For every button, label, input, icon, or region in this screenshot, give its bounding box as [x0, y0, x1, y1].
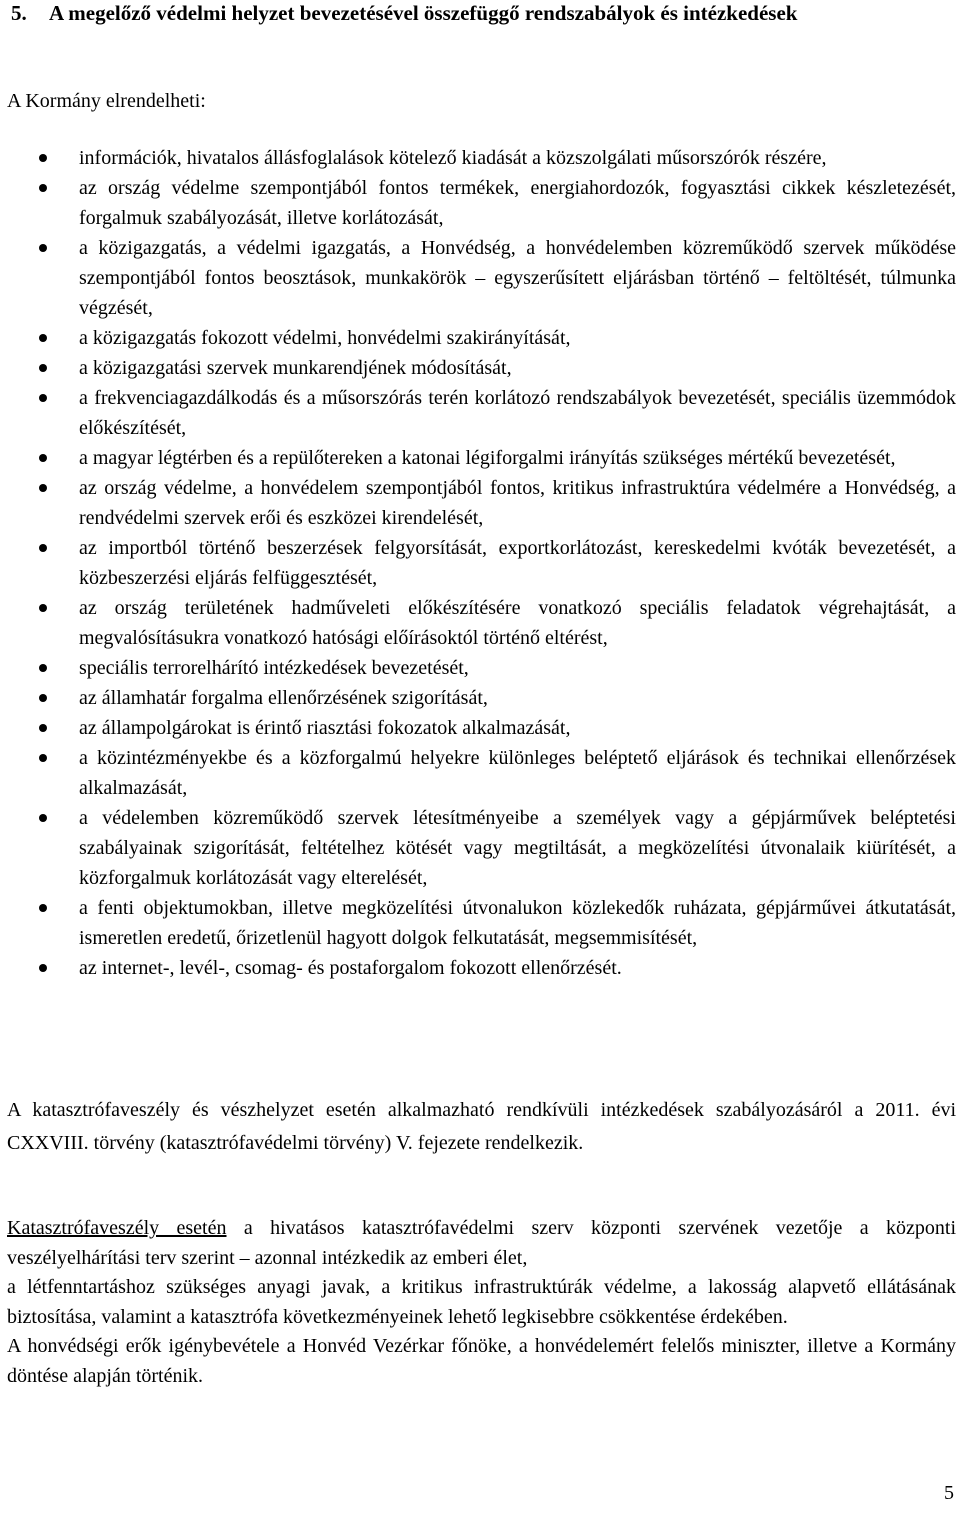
paragraph-disaster-law: A katasztrófaveszély és vészhelyzet esetén alkalmazható rendkívüli intézkedések szabályozásáról a 2011. évi CXXVIII. törvény (katasztrófavédelmi törvény) V. fejezete rendelkezik. — [7, 1099, 956, 1154]
bullet-icon — [39, 544, 47, 552]
bullet-icon — [39, 394, 47, 402]
list-item-text: a védelemben közreműködő szervek létesítményeibe a személyek vagy a gépjárművek beléptetési szabályainak szigorítását, feltételhez kötését vagy megtiltását, a megközelítési útvonalaik kiürítését, a közforgalmuk korlátozását vagy elterelését, — [79, 807, 956, 889]
list-item-text: a fenti objektumokban, illetve megközelítési útvonalukon közlekedők ruházata, gépjárművei átkutatását, ismeretlen eredetű, őrizetlenül hagyott dolgok felkutatását, megsemmisítését, — [79, 897, 956, 949]
bullet-icon — [39, 904, 47, 912]
list-item — [7, 323, 956, 353]
list-item — [7, 593, 956, 653]
page-number: 5 — [944, 1482, 954, 1504]
bullet-icon — [39, 604, 47, 612]
bullet-icon — [39, 244, 47, 252]
list-item-text: a frekvenciagazdálkodás és a műsorszórás terén korlátozó rendszabályok bevezetését, speciális üzemmódok előkészítését, — [79, 387, 956, 439]
list-item-text: az importból történő beszerzések felgyorsítását, exportkorlátozást, kereskedelmi kvóták bevezetését, a közbeszerzési eljárás felfüggesztését, — [79, 537, 956, 589]
list-item — [7, 713, 956, 743]
list-item-text: az ország védelme szempontjából fontos termékek, energiahordozók, fogyasztási cikkek készletezését, forgalmuk szabályozását, illetve korlátozását, — [79, 177, 956, 229]
bullet-icon — [39, 724, 47, 732]
section-title: A megelőző védelmi helyzet bevezetésével összefüggő rendszabályok és intézkedések — [49, 1, 798, 25]
list-item-text: a közintézményekbe és a közforgalmú helyekre különleges beléptető eljárások és technikai ellenőrzések alkalmazását, — [79, 747, 956, 799]
list-item — [7, 353, 956, 383]
list-item — [7, 953, 956, 983]
list-item-text: a közigazgatás, a védelmi igazgatás, a Honvédség, a honvédelemben közreműködő szervek működése szempontjából fontos beosztások, munkakörök – egyszerűsített eljárásban történő – feltöltését, túlmunka végzését, — [79, 237, 956, 319]
bullet-icon — [39, 664, 47, 672]
list-item — [7, 173, 956, 233]
list-item — [7, 383, 956, 443]
paragraph-disaster-threat — [7, 1214, 956, 1391]
list-item-text: az állampolgárokat is érintő riasztási fokozatok alkalmazását, — [79, 717, 571, 739]
list-item — [7, 443, 956, 473]
bullet-icon — [39, 964, 47, 972]
list-item — [7, 683, 956, 713]
paragraph-text: A honvédségi erők igénybevétele a Honvéd Vezérkar főnöke, a honvédelemért felelős miniszter, illetve a Kormány döntése alapján történik. — [7, 1335, 956, 1387]
list-item-text: speciális terrorelhárító intézkedések bevezetését, — [79, 657, 469, 679]
list-item — [7, 653, 956, 683]
bullet-icon — [39, 184, 47, 192]
list-item-text: az államhatár forgalma ellenőrzésének szigorítását, — [79, 687, 488, 709]
list-item — [7, 893, 956, 953]
list-item — [7, 473, 956, 533]
measures-list — [7, 143, 956, 983]
paragraph-text: a létfenntartáshoz szükséges anyagi javak, a kritikus infrastruktúrák védelme, a lakosság alapvető ellátásának biztosítása, valamint a katasztrófa következményeinek lehető legkisebbre csökkentése érdekében. — [7, 1276, 956, 1328]
list-item-text: az ország védelme, a honvédelem szempontjából fontos, kritikus infrastruktúra védelmére a Honvédség, a rendvédelmi szervek erői és eszközei kirendelését, — [79, 477, 956, 529]
bullet-icon — [39, 154, 47, 162]
bullet-icon — [39, 454, 47, 462]
list-item-text: a magyar légtérben és a repülőtereken a katonai légiforgalmi irányítás szükséges mértékű bevezetését, — [79, 447, 896, 469]
bullet-icon — [39, 694, 47, 702]
paragraph-text: a hivatásos katasztrófavédelmi szerv központi szervének vezetője a központi veszélyelhárítási terv szerint – azonnal intézkedik az emberi élet, — [7, 1217, 957, 1269]
list-item — [7, 803, 956, 893]
list-item — [7, 143, 956, 173]
section-heading — [11, 0, 957, 28]
list-item — [7, 743, 956, 803]
bullet-icon — [39, 814, 47, 822]
list-item-text: az ország területének hadműveleti előkészítésére vonatkozó speciális feladatok végrehajtását, a megvalósításukra vonatkozó hatósági előírásoktól történő eltérést, — [79, 597, 956, 649]
list-item — [7, 533, 956, 593]
section-number: 5. — [11, 1, 27, 25]
list-item-text: az internet-, levél-, csomag- és postaforgalom fokozott ellenőrzését. — [79, 957, 622, 979]
underlined-phrase: Katasztrófaveszély esetén — [7, 1217, 227, 1239]
bullet-icon — [39, 364, 47, 372]
bullet-icon — [39, 754, 47, 762]
list-item-text: információk, hivatalos állásfoglalások kötelező kiadását a közszolgálati műsorszórók részére, — [79, 147, 827, 169]
list-item-text: a közigazgatás fokozott védelmi, honvédelmi szakirányítását, — [79, 327, 571, 349]
bullet-icon — [39, 334, 47, 342]
list-item-text: a közigazgatási szervek munkarendjének módosítását, — [79, 357, 512, 379]
bullet-icon — [39, 484, 47, 492]
list-item — [7, 233, 956, 323]
intro-text: A Kormány elrendelheti: — [7, 90, 206, 112]
